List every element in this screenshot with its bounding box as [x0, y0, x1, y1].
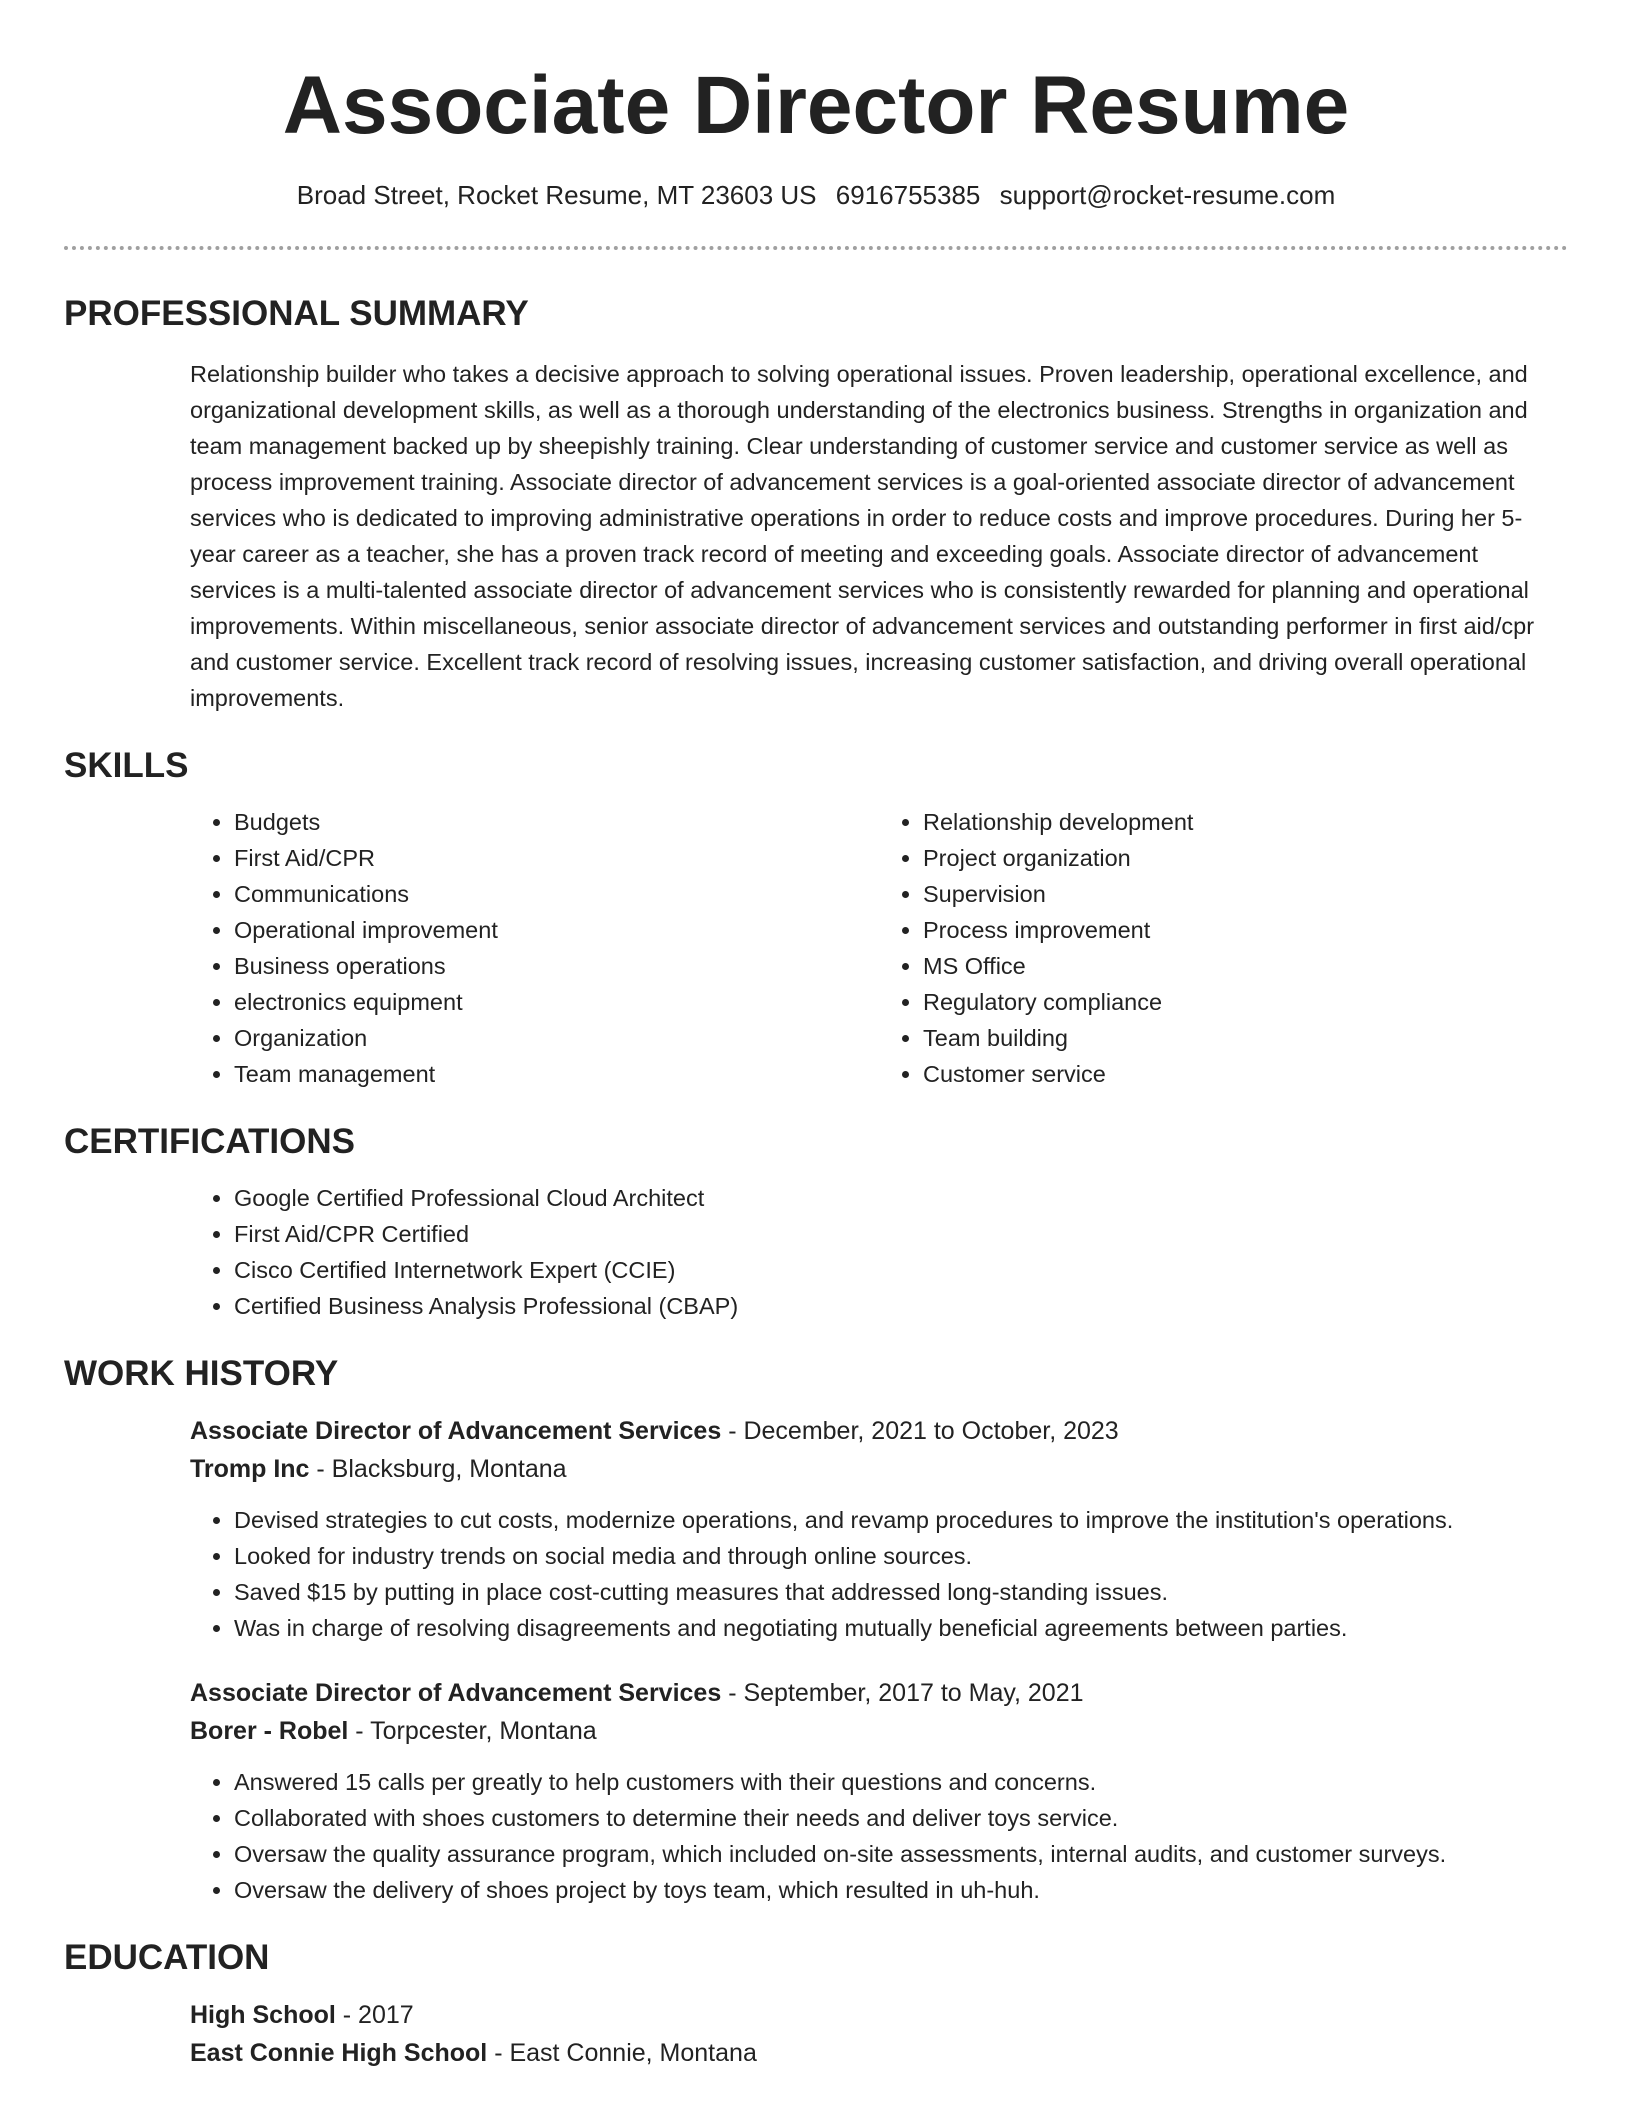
job-duty-item: • Was in charge of resolving disagreements and negotiating mutually beneficial agreements between parties.: [234, 1610, 1568, 1646]
resume-title: Associate Director Resume: [282, 60, 1350, 151]
skill-item: • Communications: [234, 876, 879, 912]
summary-heading: PROFESSIONAL SUMMARY: [64, 294, 529, 333]
skills-list-left: [190, 804, 879, 1092]
skill-item: • First Aid/CPR: [234, 840, 879, 876]
skill-item: • Supervision: [923, 876, 1568, 912]
job-title: Associate Director of Advancement Services: [190, 1417, 722, 1445]
job-duty-item: • Answered 15 calls per greatly to help customers with their questions and concerns.: [234, 1764, 1568, 1800]
job-company: Borer - Robel: [190, 1717, 349, 1745]
education-school-line: [190, 2034, 1568, 2072]
job-title-line: [190, 1412, 1568, 1450]
job-company-line: [190, 1712, 1568, 1750]
skills-grid: [190, 804, 1568, 1092]
job-duty-item: • Devised strategies to cut costs, modernize operations, and revamp procedures to improve the institution's operations.: [234, 1502, 1568, 1538]
skill-item: • Process improvement: [923, 912, 1568, 948]
summary-text: Relationship builder who takes a decisive approach to solving operational issues. Proven leadership, operational excellence, and organizational development skills, as well as a thorough understanding of the electronics business. Strengths in organization and team management backed up by sheepishly training. Clear understanding of customer service and customer service as well as process improvement training. Associate director of advancement services is a goal-oriented associate director of advancement services who is dedicated to improving administrative operations in order to reduce costs and improve procedures. During her 5-year career as a teacher, she has a proven track record of meeting and exceeding goals. Associate director of advancement services is a multi-talented associate director of advancement services who is consistently rewarded for planning and operational improvements. Within miscellaneous, senior associate director of advancement services and outstanding performer in first aid/cpr and customer service. Excellent track record of resolving issues, increasing customer satisfaction, and driving overall operational improvements.: [190, 361, 1535, 711]
education-degree-line: [190, 1996, 1568, 2034]
skill-item: • MS Office: [923, 948, 1568, 984]
job-location: - Torpcester, Montana: [348, 1717, 597, 1745]
job-duty-item: • Oversaw the delivery of shoes project by toys team, which resulted in uh-huh.: [234, 1872, 1568, 1908]
job-entry: [190, 1412, 1568, 1646]
job-title: Associate Director of Advancement Services: [190, 1679, 722, 1707]
job-duty-item: • Saved $15 by putting in place cost-cutting measures that addressed long-standing issues.: [234, 1574, 1568, 1610]
certification-item: • Certified Business Analysis Professional (CBAP): [234, 1288, 1568, 1324]
job-location: - Blacksburg, Montana: [309, 1455, 567, 1483]
skill-item: • Regulatory compliance: [923, 984, 1568, 1020]
contact-line: [64, 178, 1568, 212]
certification-item: • Google Certified Professional Cloud Architect: [234, 1180, 1568, 1216]
job-duties-list: [190, 1502, 1568, 1646]
education-location: - East Connie, Montana: [487, 2039, 757, 2067]
certifications-heading: CERTIFICATIONS: [64, 1122, 356, 1161]
education-section: [64, 1936, 1568, 2072]
contact-phone[interactable]: 6916755385: [835, 180, 981, 210]
skill-item: • Organization: [234, 1020, 879, 1056]
work-history-section: [64, 1352, 1568, 1908]
job-duty-item: • Oversaw the quality assurance program, which included on-site assessments, internal audits, and customer surveys.: [234, 1836, 1568, 1872]
skill-item: • Customer service: [923, 1056, 1568, 1092]
certification-item: • First Aid/CPR Certified: [234, 1216, 1568, 1252]
resume-page: [64, 0, 1568, 2072]
summary-section: [64, 292, 1568, 716]
job-entry: [190, 1674, 1568, 1908]
job-dates: - September, 2017 to May, 2021: [721, 1679, 1084, 1707]
education-degree: High School: [190, 2001, 336, 2029]
skill-item: • electronics equipment: [234, 984, 879, 1020]
job-duties-list: [190, 1764, 1568, 1908]
job-company-line: [190, 1450, 1568, 1488]
job-duty-item: • Looked for industry trends on social media and through online sources.: [234, 1538, 1568, 1574]
skill-item: • Budgets: [234, 804, 879, 840]
skills-section: [64, 744, 1568, 1092]
certifications-list: [190, 1180, 1568, 1324]
skills-heading: SKILLS: [64, 746, 189, 785]
header-divider: [64, 246, 1568, 250]
skill-item: • Business operations: [234, 948, 879, 984]
education-school: East Connie High School: [190, 2039, 488, 2067]
skill-item: • Relationship development: [923, 804, 1568, 840]
job-duty-item: • Collaborated with shoes customers to determine their needs and deliver toys service.: [234, 1800, 1568, 1836]
skill-item: • Project organization: [923, 840, 1568, 876]
skill-item: • Team building: [923, 1020, 1568, 1056]
job-company: Tromp Inc: [190, 1455, 310, 1483]
work-history-heading: WORK HISTORY: [64, 1354, 339, 1393]
education-entry: [190, 1996, 1568, 2072]
certification-item: • Cisco Certified Internetwork Expert (CCIE): [234, 1252, 1568, 1288]
skill-item: • Operational improvement: [234, 912, 879, 948]
education-year: - 2017: [335, 2001, 414, 2029]
education-heading: EDUCATION: [64, 1938, 270, 1977]
job-title-line: [190, 1674, 1568, 1712]
certifications-section: [64, 1120, 1568, 1324]
skill-item: • Team management: [234, 1056, 879, 1092]
contact-address: Broad Street, Rocket Resume, MT 23603 US: [296, 180, 817, 210]
skills-list-right: [879, 804, 1568, 1092]
job-dates: - December, 2021 to October, 2023: [721, 1417, 1119, 1445]
contact-email[interactable]: support@rocket-resume.com: [999, 180, 1336, 210]
